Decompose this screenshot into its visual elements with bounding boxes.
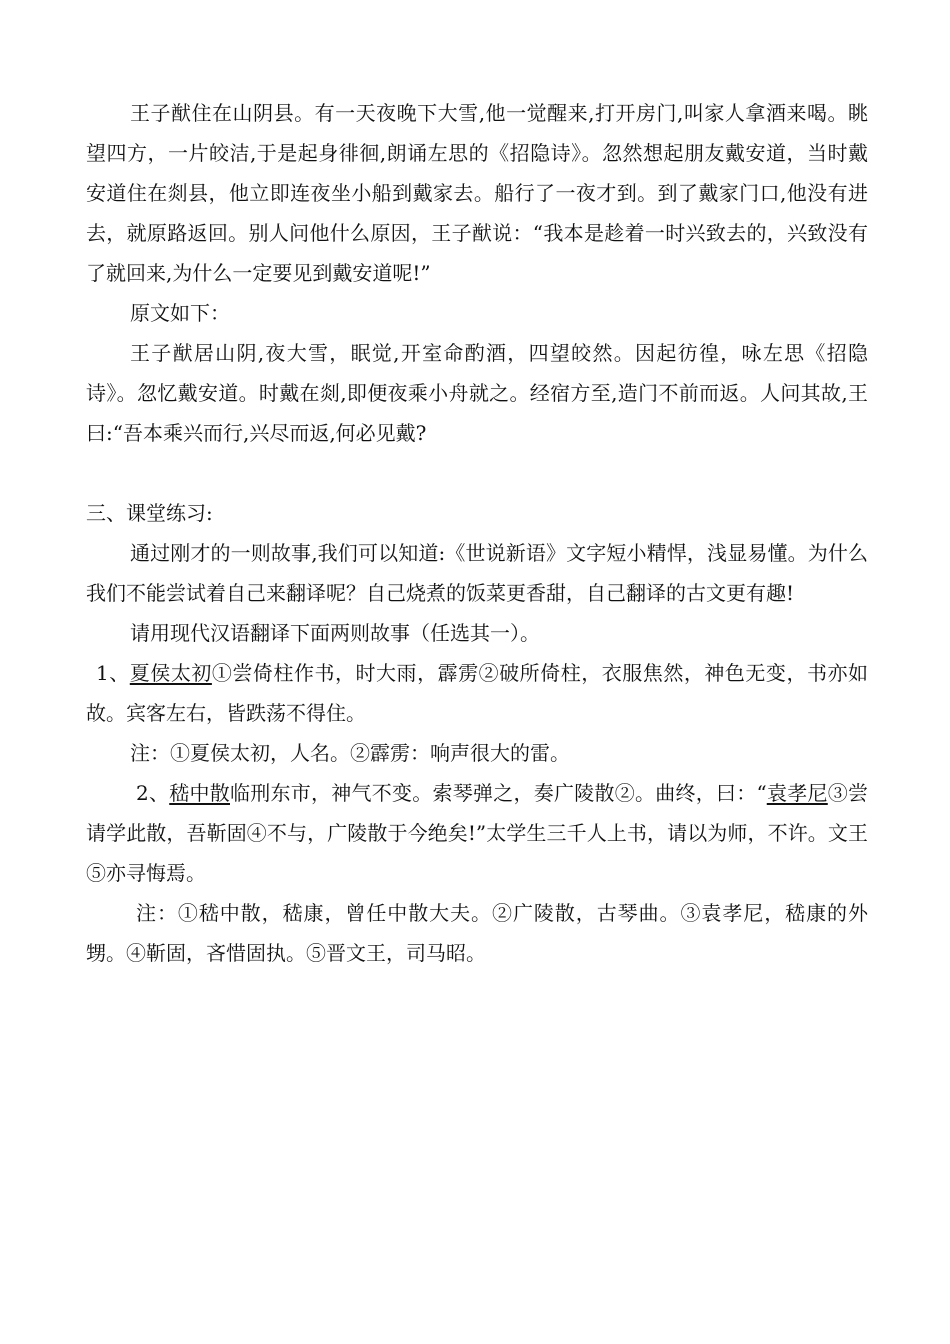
item-1-text: ①尝倚柱作书，时大雨，霹雳②破所倚柱，衣服焦然，神色无变，书亦如故。宾客左右，皆跌荡不得住。 (86, 661, 869, 725)
exercise-intro: 通过刚才的一则故事,我们可以知道:《世说新语》文字短小精悍，浅显易懂。为什么我们不能尝试着自己来翻译呢？自己烧煮的饭菜更香甜，自己翻译的古文更有趣! (86, 541, 868, 605)
item-2-number: 2、 (136, 781, 170, 805)
translation-paragraph (86, 93, 868, 293)
exercise-item-1 (86, 653, 868, 733)
exercise-heading: 三、课堂练习: (86, 501, 213, 525)
item-1-number: 1、 (96, 661, 130, 685)
item-2-note: 注：①嵇中散，嵇康，曾任中散大夫。②广陵散，古琴曲。③袁孝尼，嵇康的外甥。④靳固，吝惜固执。⑤晋文王，司马昭。 (86, 901, 868, 965)
exercise-item-2 (86, 773, 868, 893)
exercise-instruction: 请用现代汉语翻译下面两则故事（任选其一）。 (130, 621, 540, 645)
item-2-text-b: ③尝请学此散，吾靳固④不与，广陵散于今绝矣!”太学生三千人上书，请以为师，不许。文王⑤亦寻悔焉。 (86, 781, 869, 885)
section-gap (86, 453, 868, 493)
original-text: 王子猷居山阴,夜大雪，眠觉,开室命酌酒，四望皎然。因起彷徨，咏左思《招隐诗》。忽忆戴安道。时戴在剡,即便夜乘小舟就之。经宿方至,造门不前而返。人问其故,王曰:“吾本乘兴而行,兴尽而返,何必见戴? (86, 341, 868, 445)
item-1-name: 夏侯太初 (129, 661, 212, 685)
document-page (86, 93, 868, 973)
item-1-note: 注：①夏侯太初，人名。②霹雳：响声很大的雷。 (130, 741, 570, 765)
translation-text: 王子猷住在山阴县。有一天夜晚下大雪,他一觉醒来,打开房门,叫家人拿酒来喝。眺望四方，一片皎洁,于是起身徘徊,朗诵左思的《招隐诗》。忽然想起朋友戴安道，当时戴安道住在剡县，他立即连夜坐小船到戴家去。船行了一夜才到。到了戴家门口,他没有进去，就原路返回。别人问他什么原因，王子猷说：“我本是趁着一时兴致去的，兴致没有了就回来,为什么一定要见到戴安道呢!” (86, 101, 868, 285)
item-2-name-2: 袁孝尼 (766, 781, 828, 805)
item-2-text-a: 临刑东市，神气不变。索琴弹之，奏广陵散②。曲终，曰：“ (230, 781, 767, 805)
original-paragraph (86, 333, 868, 453)
item-2-name: 嵇中散 (169, 781, 230, 805)
original-label: 原文如下： (130, 301, 230, 325)
